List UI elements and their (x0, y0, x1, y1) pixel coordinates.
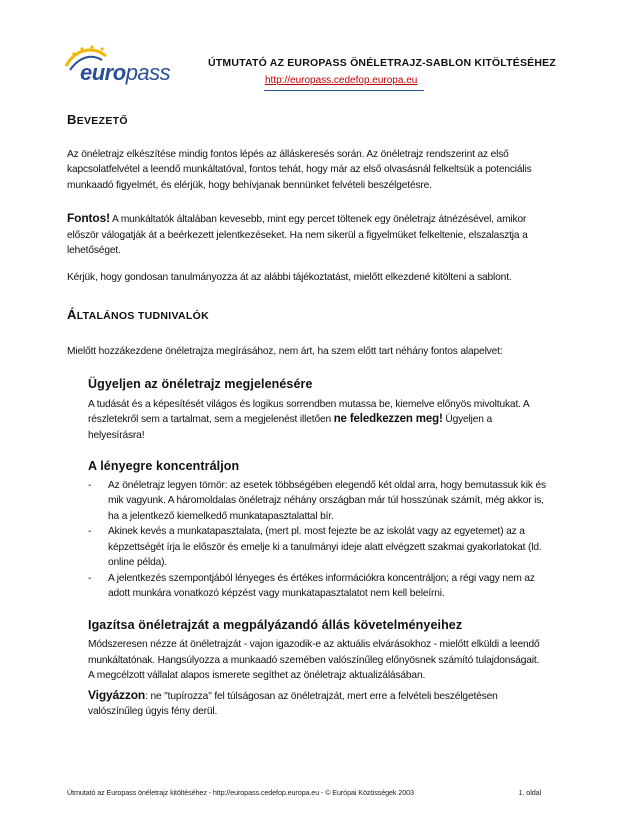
important-label: Fontos! (67, 211, 110, 225)
intro-paragraph-3: Kérjük, hogy gondosan tanulmányozza át az alábbi tájékoztatást, mielőtt elkezdené kitölteni a sablont. (67, 271, 512, 283)
section-heading-intro (67, 112, 547, 130)
focus-list (88, 478, 547, 602)
subheading-appearance: Ügyeljen az önéletrajz megjelenésére (88, 377, 313, 391)
list-item (88, 571, 547, 602)
page-number: 1. oldal (518, 788, 541, 797)
dash-bullet: - (88, 526, 92, 537)
footer-text: Útmutató az Europass önéletrajz kitöltéséhez - http://europass.cedefop.europa.eu - © Európai Közösségek 2003 (67, 788, 414, 797)
appearance-text-a: A tudását és a képesítését világos és logikus sorrendben mutassa be, kiemelve előnyös mivoltukat. A részletekről sem a tartalmat, sem a megjelenést illetően (88, 398, 530, 425)
heading-rest: EVEZETŐ (76, 115, 128, 127)
section-heading-general (67, 307, 547, 325)
intro-paragraph-important (67, 211, 547, 259)
appearance-bold: ne feledkezzen meg! (333, 413, 443, 425)
logo-text-pass: pass (125, 60, 171, 85)
heading-initial: Á (67, 307, 77, 322)
list-item-text: Akinek kevés a munkatapasztalata, (mert pl. most fejezte be az iskolát vagy az egyetemet) az a képzettségét írja le először és emelje ki a tanulmányi ideje alatt elvégzett szakmai gyakorlatokat (ld. online példa). (108, 526, 542, 568)
subheading-focus: A lényegre koncentráljon (88, 459, 240, 473)
appearance-text (88, 397, 547, 444)
intro-paragraph-1: Az önéletrajz elkészítése mindig fontos lépés az álláskeresés során. Az önéletrajz rendszerint az első kapcsolatfelvétel a leendő munkáltatóval, fontos tehát, hogy már az első olvasásnál felkeltsük a potenciális munkaadó figyelmét, és elérjük, hogy behívjanak bennünket felvételi beszélgetésre. (67, 148, 532, 191)
logo-text-euro: euro (80, 60, 126, 85)
subheading-tailor: Igazítsa önéletrajzát a megpályázandó állás követelményeihez (88, 617, 463, 632)
dash-bullet: - (88, 479, 92, 491)
general-paragraph-1: Mielőtt hozzákezdene önéletrajza megírásához, nem árt, ha szem előtt tart néhány fontos alapelvet: (67, 345, 503, 357)
tailor-text: Módszeresen nézze át önéletrajzát - vajon igazodik-e az aktuális elvárásokhoz - mielőtt elküldi a leendő munkáltatónak. Hangsúlyozza a munkaadó szemében valószínűleg előnyösnek számító tulajdonságait. A megcélzott vállalat alapos ismerete segíthet az önéletrajz aktualizálásában. (88, 639, 540, 681)
heading-initial: B (67, 112, 77, 127)
appearance-text-b: Ügyeljen a helyesírásra! (88, 414, 493, 441)
heading-rest: LTALÁNOS TUDNIVALÓK (76, 310, 209, 322)
list-item (88, 524, 547, 571)
logo-text (80, 60, 170, 86)
warning-rest: : ne "tupírozza" fel túlságosan az önéletrajzát, mert erre a felvételi beszélgetésen valószínűleg úgyis fény derül. (88, 690, 498, 717)
warning-text (88, 688, 547, 720)
europass-logo (62, 44, 171, 85)
europass-link[interactable]: http://europass.cedefop.europa.eu (265, 75, 418, 86)
important-text: A munkáltatók általában kevesebb, mint egy percet töltenek egy önéletrajz átnézésével, amikor először válogatják át a beérkezett jelentkezéseket. Ha nem sikerül a figyelmüket felkeltenie, elszalasztja a lehetőséget. (67, 214, 528, 256)
dash-bullet: - (88, 572, 92, 584)
list-item (88, 478, 547, 525)
guidelines-block (88, 377, 547, 720)
list-item-text: Az önéletrajz legyen tömör: az esetek többségében elegendő két oldal arra, hogy bemutassuk kik és mik vagyunk. A háromoldalas önéletrajz néhány országban már túl hosszúnak számít, még akkor is, ha a jelentkező kiemelkedő munkatapasztalattal bír. (108, 479, 546, 522)
header-divider (264, 90, 424, 91)
list-item-text: A jelentkezés szempontjából lényeges és értékes információkra koncentráljon; a régi vagy nem az adott munkára vonatkozó képzést vagy munkatapasztalatot nem kell beleírni. (108, 572, 535, 599)
document-body (67, 112, 547, 720)
warning-label: Vigyázzon (88, 687, 146, 702)
page-footer (67, 788, 541, 797)
document-title: ÚTMUTATÓ AZ EUROPASS ÖNÉLETRAJZ-SABLON KITÖLTÉSÉHEZ (208, 57, 556, 69)
